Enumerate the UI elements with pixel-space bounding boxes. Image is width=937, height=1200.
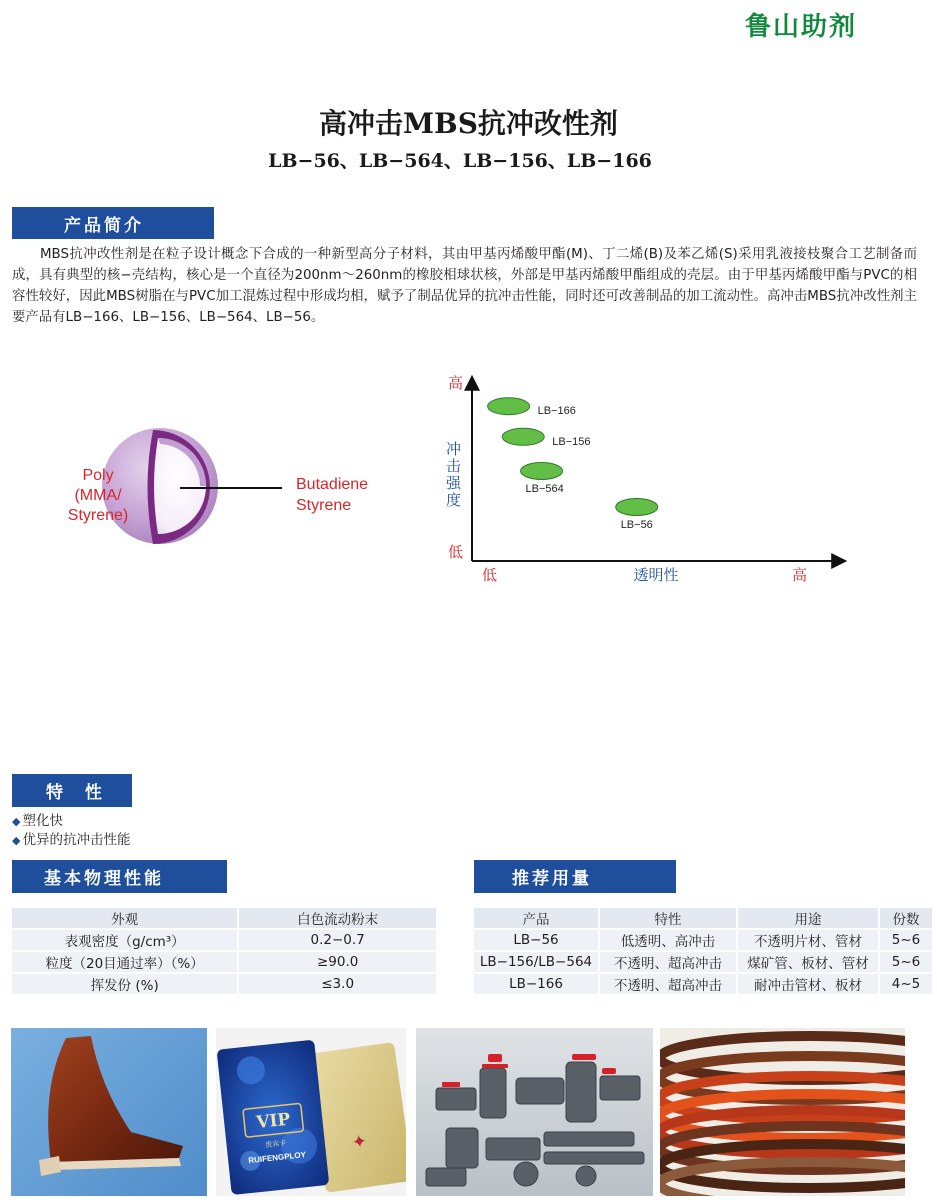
table-cell: 不透明、超高冲击 [600, 974, 736, 994]
table-cell: LB−56 [474, 930, 598, 950]
y-axis-title-char: 击 [446, 457, 462, 475]
table-row [12, 952, 436, 972]
point-label: LB−156 [552, 435, 591, 448]
feature-item [12, 812, 130, 831]
shell-label-line2: (MMA/ [74, 487, 122, 504]
table-row [474, 930, 932, 950]
table-cell: 白色流动粉末 [239, 908, 436, 928]
table-cell: ≥90.0 [239, 952, 436, 972]
point-label: LB−56 [620, 519, 653, 531]
x-high-label: 高 [792, 566, 808, 584]
page-subtitle: LB−56、LB−564、LB−156、LB−166 [268, 150, 652, 172]
table-cell: 不透明、超高冲击 [600, 952, 736, 972]
table-cell: 5~6 [880, 930, 932, 950]
section-heading-usage: 推荐用量 [474, 860, 676, 893]
pipe-fittings-image [416, 1028, 653, 1196]
photo-edge-banding [660, 1028, 905, 1196]
table-row [474, 952, 932, 972]
point-label: LB−166 [537, 405, 576, 418]
table-cell: 不透明片材、管材 [738, 930, 878, 950]
y-axis-title-char: 强 [446, 474, 462, 492]
diamond-bullet-icon: ◆ [12, 815, 21, 828]
table-cell: 耐冲击管材、板材 [738, 974, 878, 994]
section-heading-physical: 基本物理性能 [12, 860, 227, 893]
physical-properties-table [10, 906, 438, 996]
core-shell-diagram [60, 420, 390, 555]
table-cell: 低透明、高冲击 [600, 930, 736, 950]
feature-list [12, 812, 130, 850]
edge-banding-image [660, 1028, 905, 1196]
vip-card-text: VIP [255, 1109, 292, 1134]
feature-item-text: 塑化快 [22, 813, 63, 829]
vip-card-brand: RUIFENGPLOY [247, 1150, 307, 1166]
table-cell: 表观密度（g/cm³） [12, 930, 237, 950]
table-row [474, 974, 932, 994]
table-cell: ≤3.0 [239, 974, 436, 994]
table-cell: 份数 [880, 908, 932, 928]
core-label-line1: Butadiene [296, 476, 369, 493]
table-cell: 挥发份 (%) [12, 974, 237, 994]
point-label: LB−564 [525, 483, 564, 495]
shell-label-line3: Styrene) [67, 507, 129, 524]
table-cell: LB−156/LB−564 [474, 952, 598, 972]
photo-wood-profile [11, 1028, 207, 1196]
vip-card-sub: 贵宾卡 [264, 1139, 287, 1150]
product-photo-strip [0, 1028, 937, 1196]
photo-vip-cards [216, 1028, 406, 1196]
y-low-label: 低 [448, 543, 464, 561]
table-cell: 外观 [12, 908, 237, 928]
scatter-point [616, 499, 658, 516]
impact-transparency-chart [440, 370, 860, 590]
table-cell: 0.2−0.7 [239, 930, 436, 950]
section-heading-features: 特 性 [12, 774, 132, 807]
table-cell: 5~6 [880, 952, 932, 972]
table-cell: 煤矿管、板材、管材 [738, 952, 878, 972]
y-axis-title-char: 冲 [446, 440, 462, 458]
y-axis-title-char: 度 [446, 491, 462, 509]
brand-logo: 鲁山助剂 [745, 12, 858, 42]
y-axis-title [446, 440, 462, 509]
table-cell: 特性 [600, 908, 736, 928]
table-row [12, 974, 436, 994]
feature-item [12, 831, 130, 850]
table-cell: 用途 [738, 908, 878, 928]
feature-item-text: 优异的抗冲击性能 [22, 832, 131, 848]
photo-pipe-fittings [416, 1028, 653, 1196]
table-cell: LB−166 [474, 974, 598, 994]
shell-label-line1: Poly [82, 467, 114, 484]
scatter-point [521, 463, 563, 480]
vip-card-image [216, 1028, 406, 1196]
table-cell: 4~5 [880, 974, 932, 994]
scatter-point [502, 428, 544, 445]
table-header-row [12, 908, 436, 928]
wood-profile-image [11, 1028, 207, 1196]
table-cell: 粒度（20目通过率）（%） [12, 952, 237, 972]
x-low-label: 低 [482, 566, 498, 584]
core-label-line2: Styrene [296, 497, 352, 514]
diamond-bullet-icon: ◆ [12, 834, 21, 847]
section-heading-intro: 产品简介 [12, 207, 214, 239]
intro-paragraph: MBS抗冲改性剂是在粒子设计概念下合成的一种新型高分子材料，其由甲基丙烯酸甲酯(M)、丁二烯(B)及苯乙烯(S)采用乳液接枝聚合工艺制备而成，具有典型的核−壳结构，核心是一个直径为200nm～260nm的橡胶相球状核，外部是甲基丙烯酸甲酯组成的壳层。由于甲基丙烯酸甲酯与PVC的相容性较好，因此MBS树脂在与PVC加工混炼过程中形成均相，赋予了制品优异的抗冲击性能，同时还可改善制品的加工流动性。高冲击MBS抗冲改性剂主要产品有LB−166、LB−156、LB−564、LB−56。 [12, 247, 917, 325]
usage-table [472, 906, 934, 996]
scatter-point [488, 398, 530, 415]
x-axis-title: 透明性 [633, 566, 679, 584]
table-header-row [474, 908, 932, 928]
page-title: 高冲击MBS抗冲改性剂 [319, 107, 618, 140]
svg-text:✦: ✦ [350, 1130, 369, 1154]
table-cell: 产品 [474, 908, 598, 928]
table-row [12, 930, 436, 950]
y-high-label: 高 [448, 374, 464, 392]
